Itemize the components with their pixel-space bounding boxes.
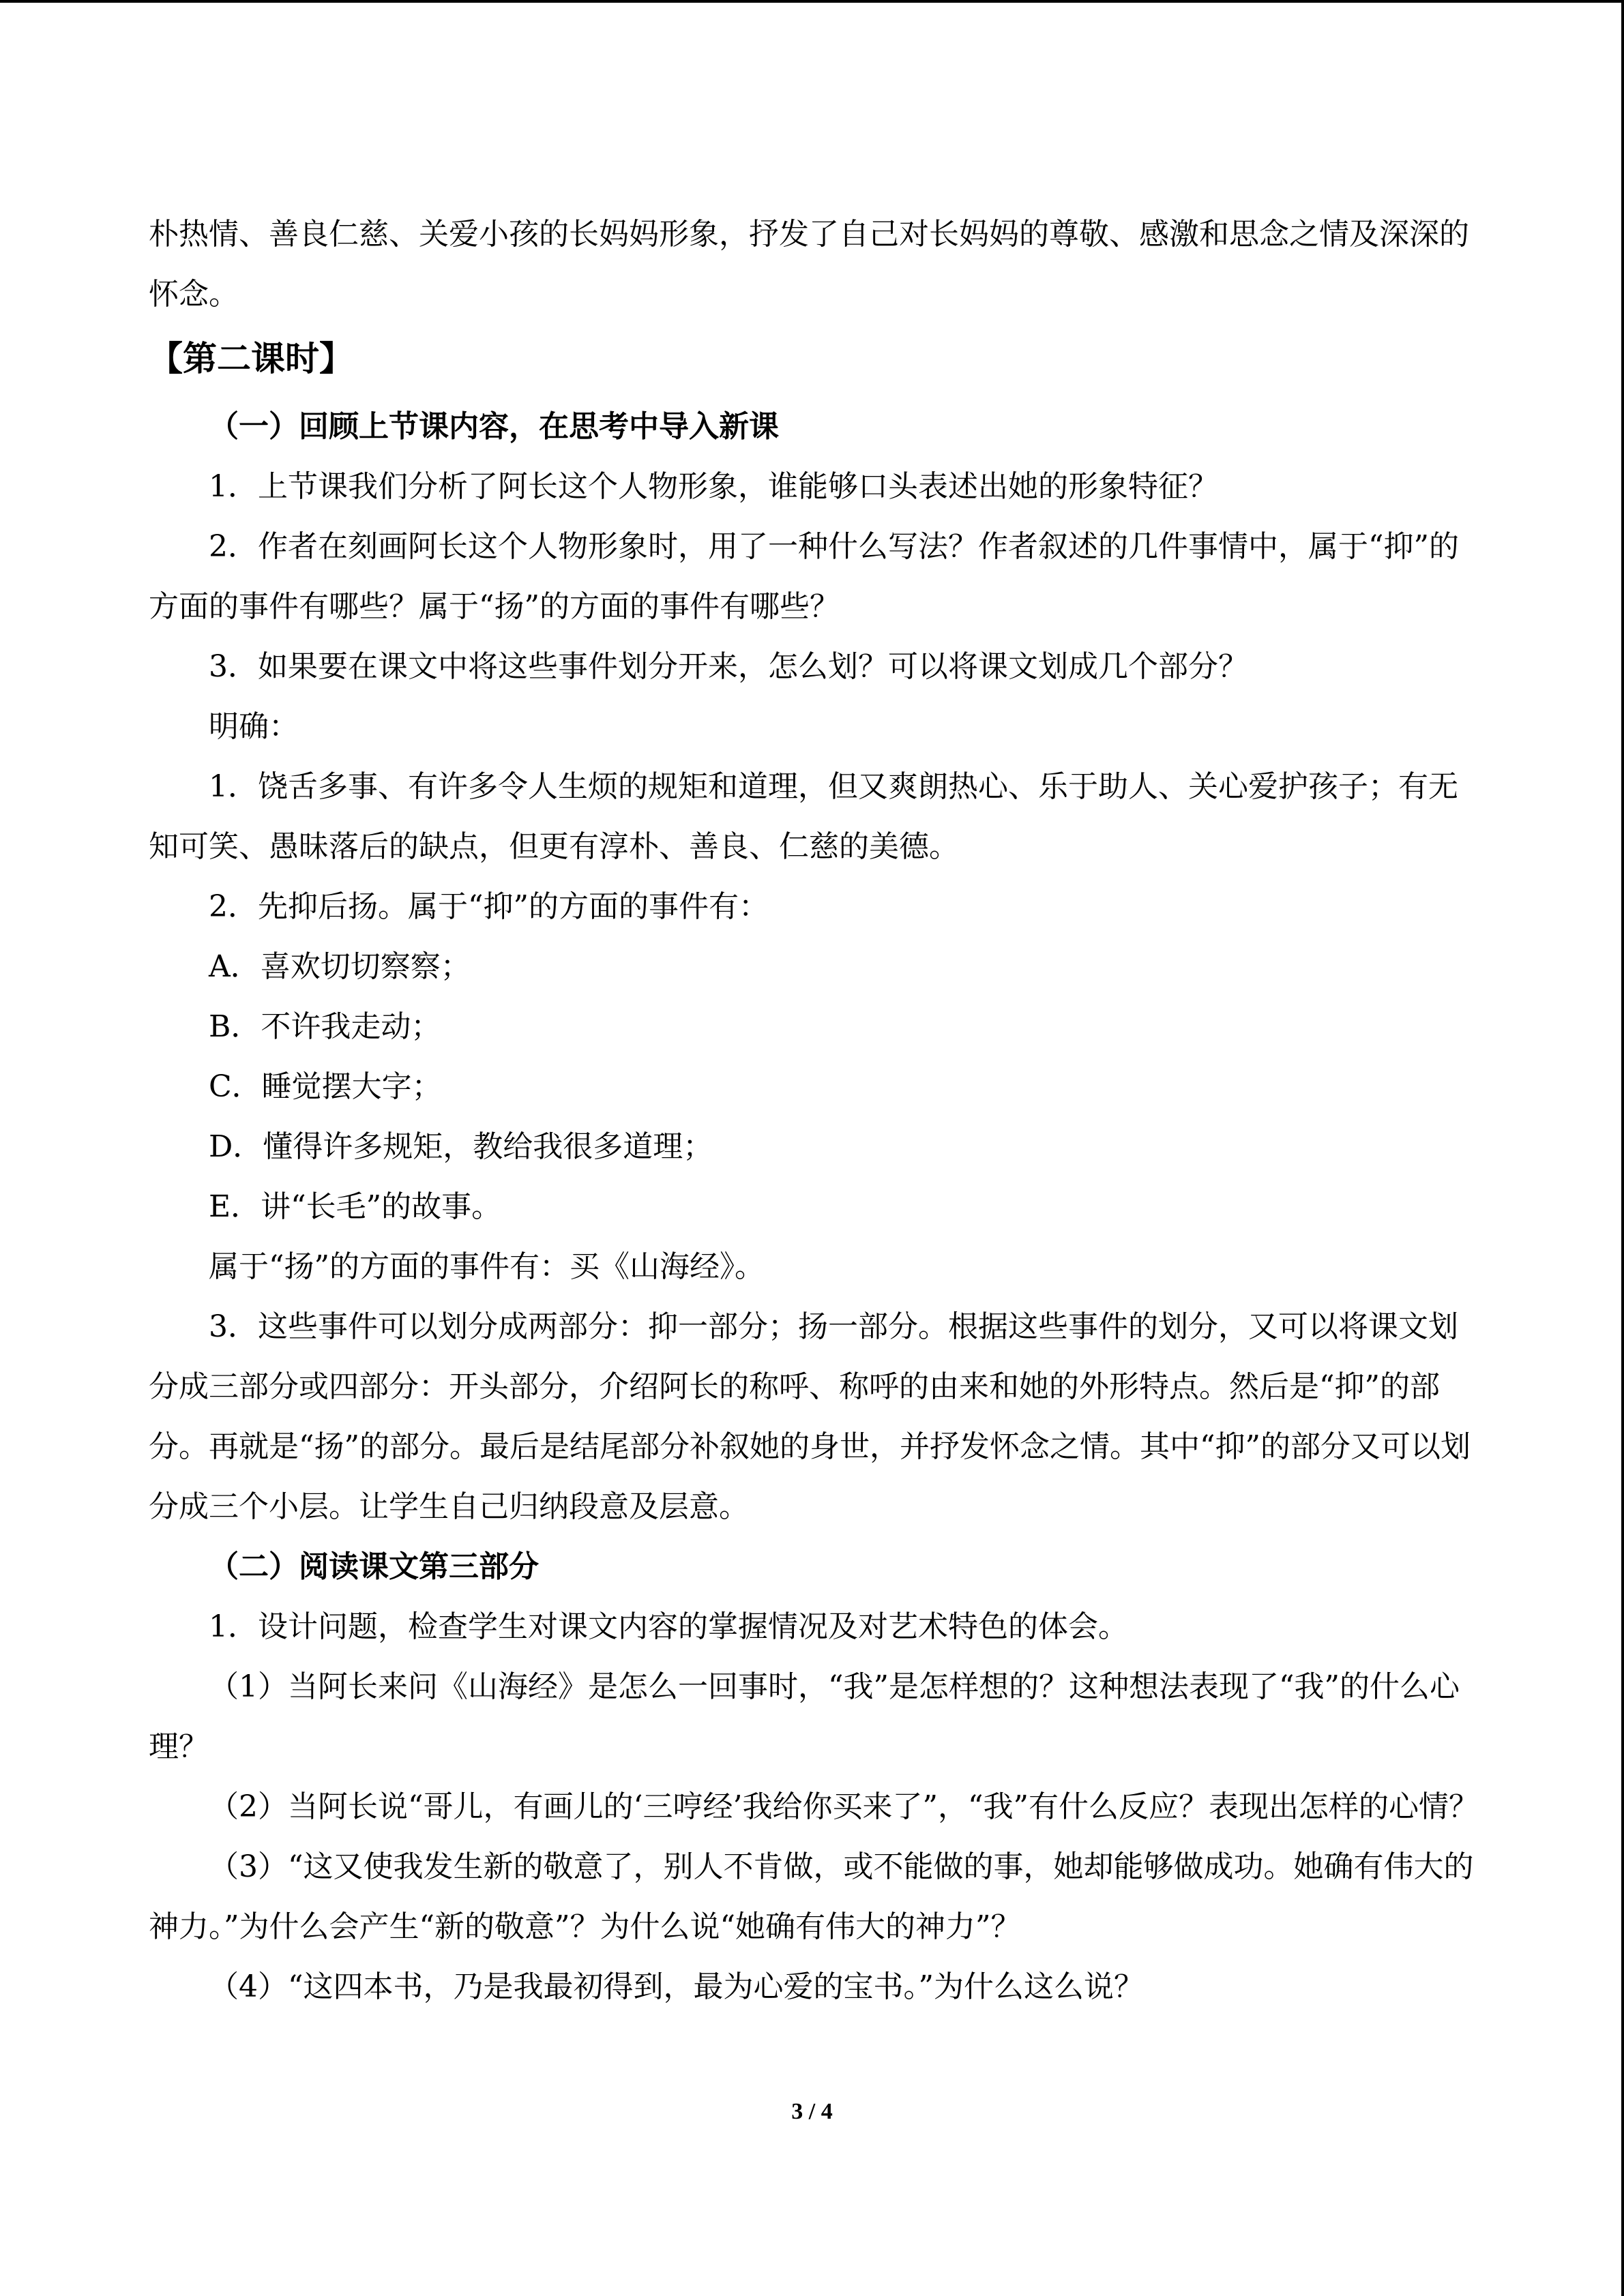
list-item: E．讲“长毛”的故事。 [209,1189,502,1224]
section2-paragraph-1: 1．设计问题，检查学生对课文内容的掌握情况及对艺术特色的体会。 [209,1609,1128,1644]
question-2: 2．作者在刻画阿长这个人物形象时，用了一种什么写法？作者叙述的几件事情中，属于“抑”的方面的事件有哪些？属于“扬”的方面的事件有哪些？ [149,529,1459,624]
sub-question-1: （1）当阿长来问《山海经》是怎么一回事时，“我”是怎样想的？这种想法表现了“我”的什么心理？ [149,1669,1460,1764]
question-3: 3．如果要在课文中将这些事件划分开来，怎么划？可以将课文划成几个部分？ [209,649,1248,684]
intro-paragraph: 朴热情、善良仁慈、关爱小孩的长妈妈形象，抒发了自己对长妈妈的尊敬、感激和思念之情及深深的怀念。 [149,217,1469,312]
clarify-label: 明确： [209,709,299,744]
section2-heading: （二）阅读课文第三部分 [209,1549,539,1584]
list-item: D．懂得许多规矩，教给我很多道理； [209,1129,713,1164]
yang-events: 属于“扬”的方面的事件有：买《山海经》。 [209,1249,765,1284]
answer-2: 2．先抑后扬。属于“抑”的方面的事件有： [209,889,769,924]
section1-heading: （一）回顾上节课内容，在思考中导入新课 [209,409,779,444]
list-item: C．睡觉摆大字； [209,1069,442,1104]
list-item: A．喜欢切切察察； [209,949,471,984]
page-content [149,205,1479,2017]
sub-question-2: （2）当阿长说“哥儿，有画儿的‘三哼经’我给你买来了”，“我”有什么反应？表现出怎样的心情？ [209,1789,1479,1824]
page-border-top [0,0,1624,3]
list-item: B．不许我走动； [209,1009,441,1044]
lesson-heading: 【第二课时】 [149,338,353,378]
sub-question-3: （3）“这又使我发生新的敬意了，别人不肯做，或不能做的事，她却能够做成功。她确有伟大的神力。”为什么会产生“新的敬意”？为什么说“她确有伟大的神力”？ [149,1849,1474,1944]
question-1: 1．上节课我们分析了阿长这个人物形象，谁能够口头表述出她的形象特征？ [209,469,1218,504]
page-border-right [1621,0,1624,2296]
answer-1: 1．饶舌多事、有许多令人生烦的规矩和道理，但又爽朗热心、乐于助人、关心爱护孩子；有无知可笑、愚昧落后的缺点，但更有淳朴、善良、仁慈的美德。 [149,769,1458,864]
sub-question-4: （4）“这四本书，乃是我最初得到，最为心爱的宝书。”为什么这么说？ [209,1969,1144,2004]
answer-3: 3．这些事件可以划分成两部分：抑一部分；扬一部分。根据这些事件的划分，又可以将课文划分成三部分或四部分：开头部分，介绍阿长的称呼、称呼的由来和她的外形特点。然后是“抑”的部分。再就是“扬”的部分。最后是结尾部分补叙她的身世，并抒发怀念之情。其中“抑”的部分又可以划分成三个小层。让学生自己归纳段意及层意。 [149,1309,1471,1524]
page-number: 3 / 4 [791,2099,833,2124]
